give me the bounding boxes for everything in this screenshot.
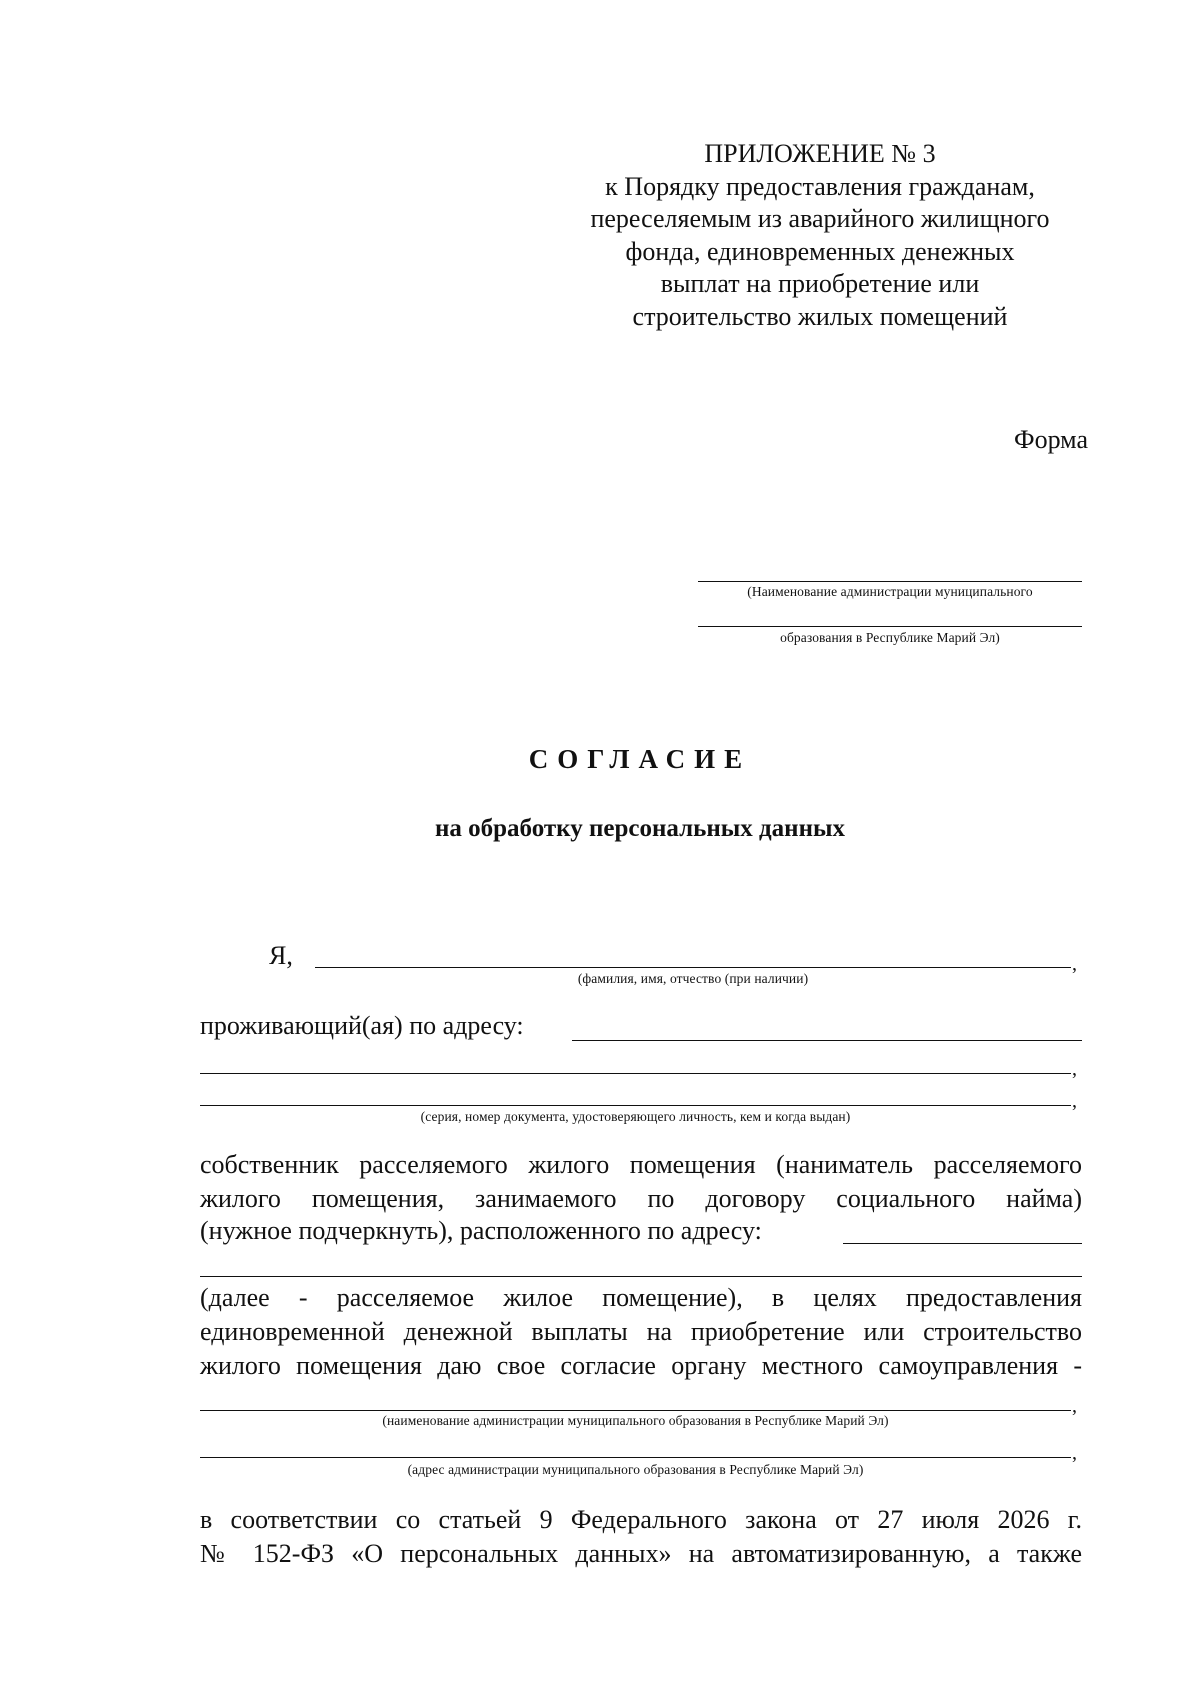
paragraph-line: жилого помещения даю свое согласие органу местного самоуправления - — [200, 1351, 1082, 1380]
admin-address-caption: (адрес администрации муниципального образования в Республике Марий Эл) — [407, 1462, 864, 1477]
admin-address-comma: , — [1072, 1442, 1077, 1464]
fio-caption: (фамилия, имя, отчество (при наличии) — [577, 971, 809, 986]
residence-address-line-2 — [200, 1276, 1082, 1277]
document-line — [200, 1105, 1071, 1106]
appendix-line: строительство жилых помещений — [632, 301, 1008, 331]
document-title: СОГЛАСИЕ — [528, 744, 752, 774]
paragraph-line: № 152-ФЗ «О персональных данных» на автоматизированную, а также — [200, 1539, 1082, 1568]
recipient-caption-1: (Наименование администрации муниципального — [747, 584, 1033, 599]
address-line-1 — [572, 1040, 1082, 1041]
paragraph-line: единовременной денежной выплаты на приобретение или строительство — [200, 1317, 1082, 1346]
form-label: Форма — [1014, 425, 1088, 454]
paragraph-line: жилого помещения, занимаемого по договору социального найма) — [200, 1184, 1082, 1213]
fio-comma: , — [1072, 953, 1077, 975]
admin-name-comma: , — [1072, 1395, 1077, 1417]
paragraph-line: (далее - расселяемое жилое помещение), в целях предоставления — [200, 1283, 1082, 1312]
paragraph-line: собственник расселяемого жилого помещения (наниматель расселяемого — [200, 1150, 1082, 1179]
address-label: проживающий(ая) по адресу: — [200, 1011, 524, 1040]
appendix-line: фонда, единовременных денежных — [625, 236, 1015, 266]
document-subtitle: на обработку персональных данных — [435, 815, 845, 842]
admin-name-caption: (наименование администрации муниципального образования в Республике Марий Эл) — [382, 1413, 889, 1428]
paragraph-line: (нужное подчеркнуть), расположенного по адресу: — [200, 1216, 762, 1245]
address-line-2 — [200, 1073, 1071, 1074]
appendix-line: к Порядку предоставления гражданам, — [605, 171, 1035, 201]
recipient-caption-2: образования в Республике Марий Эл) — [780, 630, 1000, 645]
appendix-header — [560, 138, 1080, 333]
address-comma: , — [1072, 1058, 1077, 1080]
appendix-line: выплат на приобретение или — [660, 269, 980, 298]
i-label: Я, — [269, 941, 293, 970]
recipient-line-2 — [698, 626, 1082, 627]
paragraph-line: в соответствии со статьей 9 Федерального закона от 27 июля 2026 г. — [200, 1505, 1082, 1534]
document-caption: (серия, номер документа, удостоверяющего личность, кем и когда выдан) — [420, 1109, 851, 1124]
document-comma: , — [1072, 1090, 1077, 1112]
paragraph-owner — [200, 1148, 1082, 1216]
appendix-title: ПРИЛОЖЕНИЕ № 3 — [704, 139, 936, 168]
recipient-line-1 — [698, 581, 1082, 582]
paragraph-law — [200, 1503, 1082, 1571]
paragraph-purpose — [200, 1281, 1082, 1383]
admin-name-line — [200, 1410, 1071, 1411]
fio-line — [315, 967, 1071, 968]
residence-address-line-1 — [843, 1243, 1082, 1244]
admin-address-line — [200, 1457, 1071, 1458]
appendix-line: переселяемым из аварийного жилищного — [590, 204, 1050, 233]
